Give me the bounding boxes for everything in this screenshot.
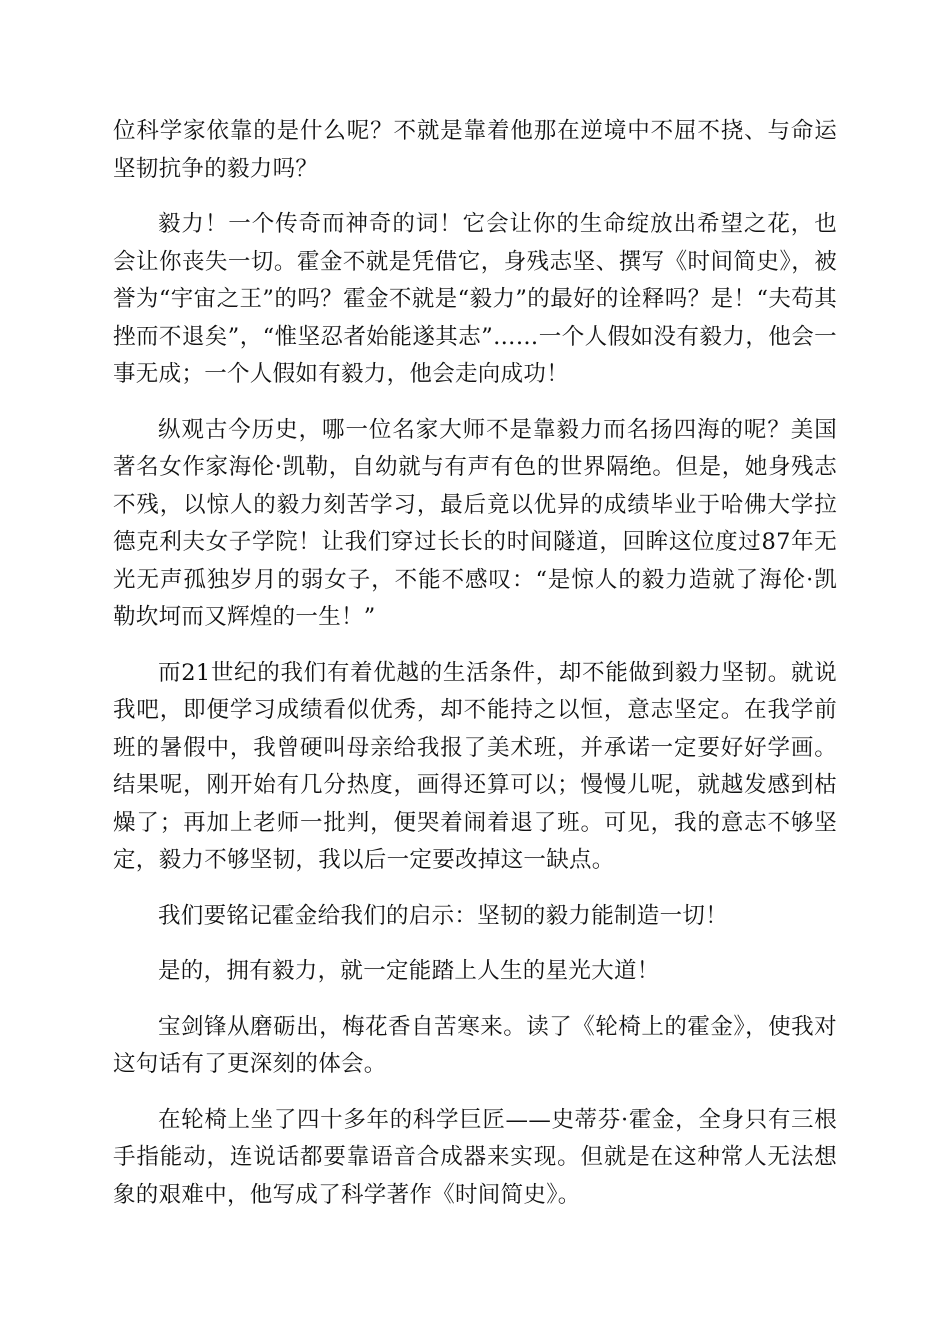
paragraph-3: 纵观古今历史，哪一位名家大师不是靠毅力而名扬四海的呢？美国著名女作家海伦·凯勒，自幼就与有声有色的世界隔绝。但是，她身残志不残，以惊人的毅力刻苦学习，最后竟以优异的成绩毕业于哈佛大学拉德克利夫女子学院！让我们穿过长长的时间隧道，回眸这位度过87年无光无声孤独岁月的弱女子，不能不感叹：“是惊人的毅力造就了海伦·凯勒坎坷而又辉煌的一生！” <box>113 416 837 630</box>
paragraph-1: 位科学家依靠的是什么呢？不就是靠着他那在逆境中不屈不挠、与命运坚韧抗争的毅力吗？ <box>113 118 837 182</box>
paragraph-4: 而21世纪的我们有着优越的生活条件，却不能做到毅力坚韧。就说我吧，即便学习成绩看似优秀，却不能持之以恒，意志坚定。在我学前班的暑假中，我曾硬叫母亲给我报了美术班，并承诺一定要好好学画。结果呢，刚开始有几分热度，画得还算可以；慢慢儿呢，就越发感到枯燥了；再加上老师一批判，便哭着闹着退了班。可见，我的意志不够坚定，毅力不够坚韧，我以后一定要改掉这一缺点。 <box>113 659 837 873</box>
paragraph-6: 是的，拥有毅力，就一定能踏上人生的星光大道！ <box>158 958 660 984</box>
paragraph-5: 我们要铭记霍金给我们的启示：坚韧的毅力能制造一切！ <box>158 902 729 929</box>
paragraph-2: 毅力！一个传奇而神奇的词！它会让你的生命绽放出希望之花，也会让你丧失一切。霍金不就是凭借它，身残志坚、撰写《时间简史》，被誉为“宇宙之王”的吗？霍金不就是“毅力”的最好的诠释吗？是！“夫苟其挫而不退矣”，“惟坚忍者始能遂其志”……一个人假如没有毅力，他会一事无成；一个人假如有毅力，他会走向成功！ <box>113 211 837 387</box>
document-body <box>113 113 837 1232</box>
paragraph-8: 在轮椅上坐了四十多年的科学巨匠——史蒂芬·霍金，全身只有三根手指能动，连说话都要靠语音合成器来实现。但就是在这种常人无法想象的艰难中，他写成了科学著作《时间简史》。 <box>113 1106 837 1208</box>
paragraph-7: 宝剑锋从磨砺出，梅花香自苦寒来。读了《轮椅上的霍金》，使我对这句话有了更深刻的体会。 <box>113 1013 837 1077</box>
